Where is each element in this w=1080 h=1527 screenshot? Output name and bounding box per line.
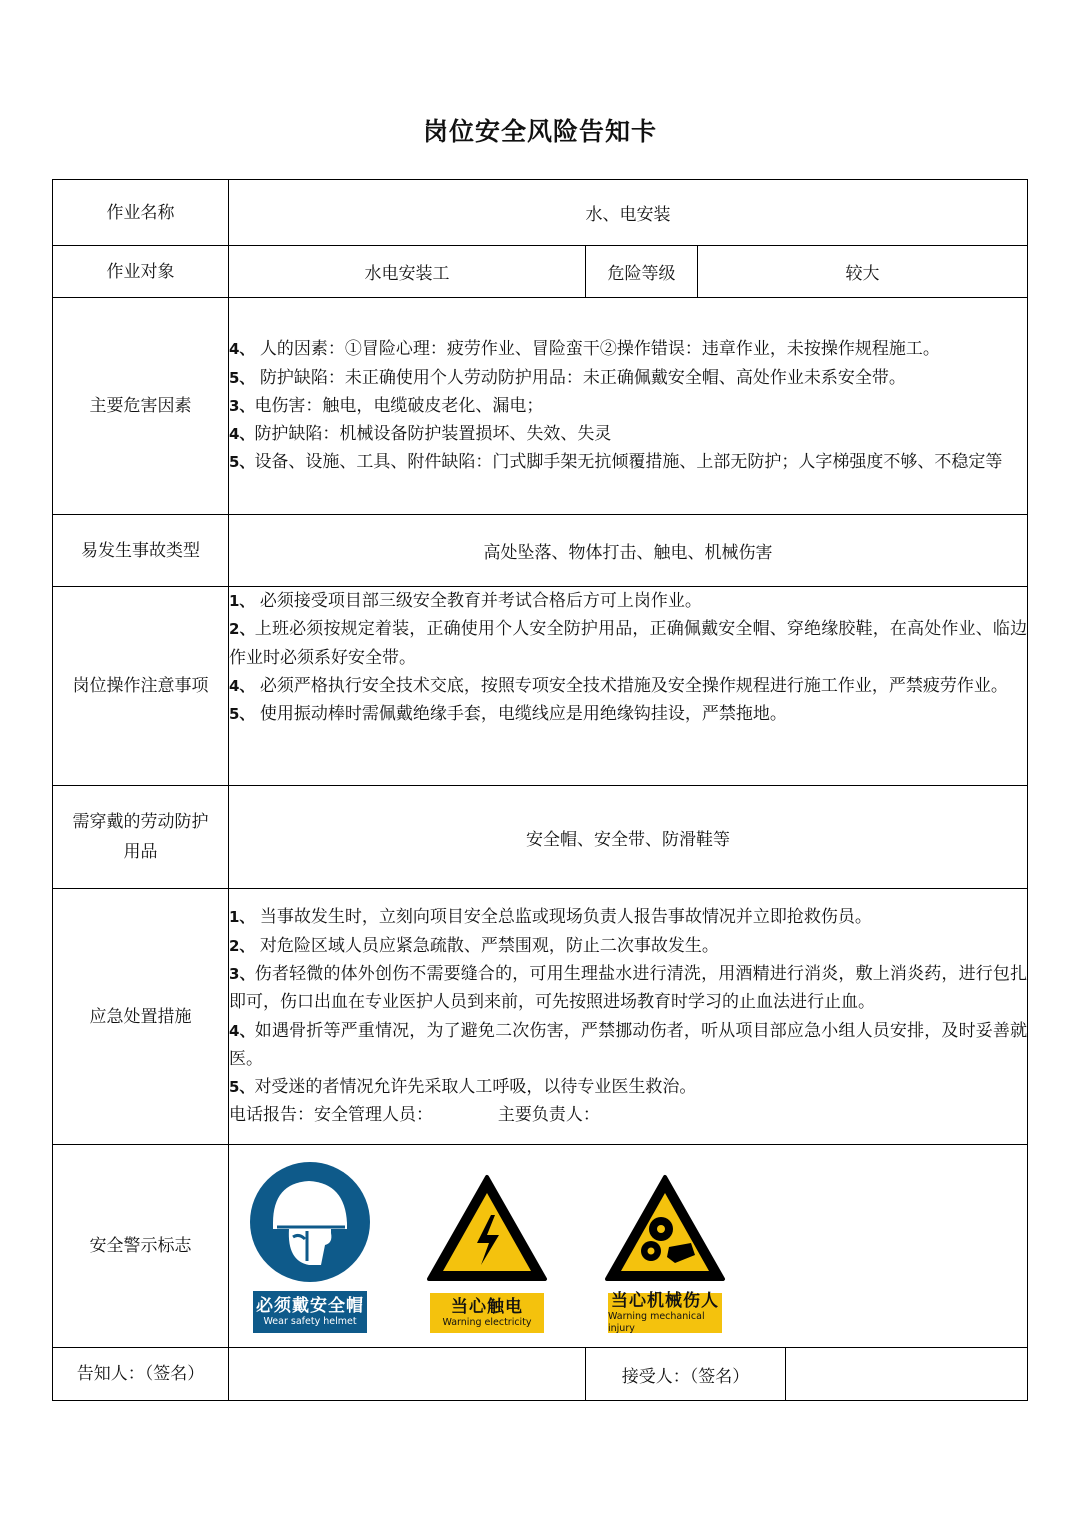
page-title: 岗位安全风险告知卡 [422,117,657,146]
receiver-signature-field[interactable] [786,1348,1027,1400]
receiver-label: 接受人：（签名） [586,1348,786,1400]
hazard-item: 4、防护缺陷：机械设备防护装置损坏、失效、失灵 [229,424,612,445]
accident-types-value: 高处坠落、物体打击、触电、机械伤害 [229,515,1028,587]
mechanical-injury-warning-icon [603,1173,727,1285]
row-hazards [53,298,1028,515]
receiver-group [586,1348,1028,1401]
precaution-item: 4、 必须严格执行安全技术交底，按照专项安全技术措施及安全操作规程进行施工作业，严禁疲劳作业。 [229,675,1008,696]
risk-notice-table [52,179,1028,1401]
row-signs [53,1145,1028,1348]
precautions-list [229,587,1028,786]
accident-types-label: 易发生事故类型 [53,515,229,587]
precaution-item: 1、 必须接受项目部三级安全教育并考试合格后方可上岗作业。 [229,591,702,611]
work-name-value: 水、电安装 [229,180,1028,246]
notifier-signature-field[interactable] [229,1348,586,1401]
hazard-item: 4、 人的因素：①冒险心理：疲劳作业、冒险蛮干②操作错误：违章作业，未按操作规程施工。 [229,339,940,360]
hazards-label: 主要危害因素 [53,298,229,515]
hazard-item: 3、电伤害：触电，电缆破皮老化、漏电； [229,395,544,416]
precautions-label: 岗位操作注意事项 [53,587,229,786]
emergency-item: 2、 对危险区域人员应紧急疏散、严禁围观，防止二次事故发生。 [229,935,719,956]
helmet-sign-caption: 必须戴安全帽 Wear safety helmet [253,1291,367,1333]
electricity-sign [425,1173,549,1333]
work-object-value: 水电安装工 [229,246,586,298]
precaution-item: 2、上班必须按规定着装，正确使用个人安全防护用品，正确佩戴安全帽、穿绝缘胶鞋，在高处作业、临边作业时必须系好安全带。 [229,619,1028,668]
ppe-value: 安全帽、安全带、防滑鞋等 [229,786,1028,889]
mechanical-sign [603,1173,727,1333]
ppe-label: 需穿戴的劳动防护用品 [53,786,229,889]
emergency-item: 5、对受迷的者情况允许先采取人工呼吸，以待专业医生救治。 [229,1077,697,1098]
emergency-item: 1、 当事故发生时，立刻向项目安全总监或现场负责人报告事故情况并立即抢救伤员。 [229,907,872,928]
risk-level-label: 危险等级 [586,246,698,298]
hazards-list [229,298,1028,515]
row-work-name [53,180,1028,246]
row-accident-types [53,515,1028,587]
risk-level-value: 较大 [698,246,1028,298]
row-signature [53,1348,1028,1401]
row-emergency [53,889,1028,1145]
notifier-label: 告知人：（签名） [53,1348,229,1401]
work-name-label: 作业名称 [53,180,229,246]
emergency-item: 3、伤者轻微的体外创伤不需要缝合的，可用生理盐水进行清洗，用酒精进行消炎，敷上消炎药，进行包扎即可，伤口出血在专业医护人员到来前，可先按照进场教育时学习的止血法进行止血。 [229,963,1028,1013]
emergency-item: 4、如遇骨折等严重情况，为了避免二次伤害，严禁挪动伤者，听从项目部应急小组人员安排，及时妥善就医。 [229,1020,1028,1069]
hazard-item: 5、设备、设施、工具、附件缺陷：门式脚手架无抗倾覆措施、上部无防护；人字梯强度不够、不稳定等 [229,452,1003,473]
electricity-warning-icon [425,1173,549,1285]
work-object-label: 作业对象 [53,246,229,298]
row-precautions [53,587,1028,786]
emergency-list [229,889,1028,1145]
electricity-sign-caption: 当心触电 Warning electricity [430,1293,544,1333]
emergency-label: 应急处置措施 [53,889,229,1145]
signs-cell [229,1145,1028,1348]
helmet-sign [249,1161,371,1333]
row-ppe [53,786,1028,889]
hazard-item: 5、 防护缺陷：未正确使用个人劳动防护用品：未正确佩戴安全帽、高处作业未系安全带。 [229,367,906,388]
helmet-icon [249,1161,371,1283]
mechanical-sign-caption: 当心机械伤人 Warning mechanical injury [608,1293,722,1333]
row-work-object [53,246,1028,298]
signs-label: 安全警示标志 [53,1145,229,1348]
precaution-item: 5、 使用振动棒时需佩戴绝缘手套，电缆线应是用绝缘钩挂设，严禁拖地。 [229,704,787,725]
emergency-phone-line: 电话报告：安全管理人员： 主要负责人： [229,1105,600,1126]
